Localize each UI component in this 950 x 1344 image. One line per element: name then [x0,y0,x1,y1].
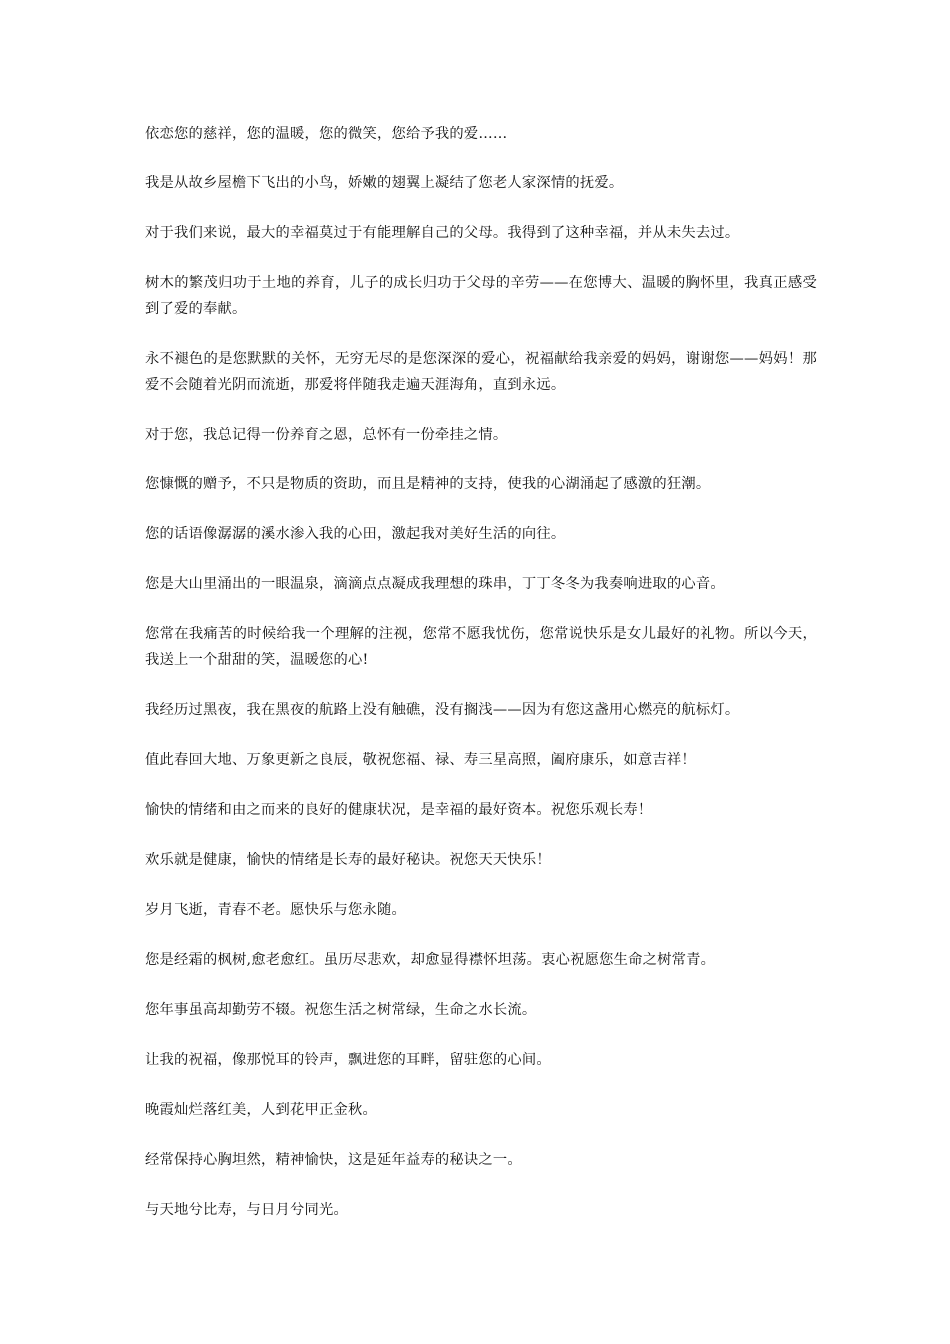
paragraph-5: 永不褪色的是您默默的关怀，无穷无尽的是您深深的爱心，祝福献给我亲爱的妈妈，谢谢您——妈妈！那爱不会随着光阴而流逝，那爱将伴随我走遍天涯海角，直到永远。 [145,351,817,393]
paragraph-11: 我经历过黑夜，我在黑夜的航路上没有触礁，没有搁浅——因为有您这盏用心燃亮的航标灯。 [145,702,740,718]
paragraph-15: 岁月飞逝，青春不老。愿快乐与您永随。 [145,902,406,918]
paragraph-3: 对于我们来说，最大的幸福莫过于有能理解自己的父母。我得到了这种幸福，并从未失去过。 [145,225,740,241]
paragraph-14: 欢乐就是健康，愉快的情绪是长寿的最好秘诀。祝您天天快乐！ [145,852,551,868]
paragraph-21: 与天地兮比寿，与日月兮同光。 [145,1202,348,1218]
paragraph-13: 愉快的情绪和由之而来的良好的健康状况，是幸福的最好资本。祝您乐观长寿！ [145,802,653,818]
paragraph-20: 经常保持心胸坦然，精神愉快，这是延年益寿的秘诀之一。 [145,1152,522,1168]
paragraph-6: 对于您，我总记得一份养育之恩，总怀有一份牵挂之情。 [145,427,508,443]
paragraph-7: 您慷慨的赠予，不只是物质的资助，而且是精神的支持，使我的心湖涌起了感激的狂潮。 [145,476,711,492]
paragraph-16: 您是经霜的枫树,愈老愈红。虽历尽悲欢，却愈显得襟怀坦荡。衷心祝愿您生命之树常青。 [145,952,716,968]
paragraph-17: 您年事虽高却勤劳不辍。祝您生活之树常绿，生命之水长流。 [145,1002,537,1018]
paragraph-4: 树木的繁茂归功于土地的养育，儿子的成长归功于父母的辛劳——在您博大、温暖的胸怀里，我真正感受到了爱的奉献。 [145,275,817,317]
paragraph-12: 值此春回大地、万象更新之良辰，敬祝您福、禄、寿三星高照，阖府康乐，如意吉祥！ [145,752,696,768]
paragraph-8: 您的话语像潺潺的溪水渗入我的心田，激起我对美好生活的向往。 [145,526,566,542]
paragraph-1: 依恋您的慈祥，您的温暖，您的微笑，您给予我的爱…… [145,126,508,142]
paragraph-2: 我是从故乡屋檐下飞出的小鸟，娇嫩的翅翼上凝结了您老人家深情的抚爱。 [145,175,624,191]
paragraph-19: 晚霞灿烂落红美，人到花甲正金秋。 [145,1102,377,1118]
paragraph-9: 您是大山里涌出的一眼温泉，滴滴点点凝成我理想的珠串，丁丁冬冬为我奏响进取的心音。 [145,576,725,592]
paragraph-10: 您常在我痛苦的时候给我一个理解的注视，您常不愿我忧伤，您常说快乐是女儿最好的礼物。所以今天，我送上一个甜甜的笑，温暖您的心! [145,626,817,668]
paragraph-18: 让我的祝福，像那悦耳的铃声，飘进您的耳畔，留驻您的心间。 [145,1052,551,1068]
document-body [145,121,817,1223]
